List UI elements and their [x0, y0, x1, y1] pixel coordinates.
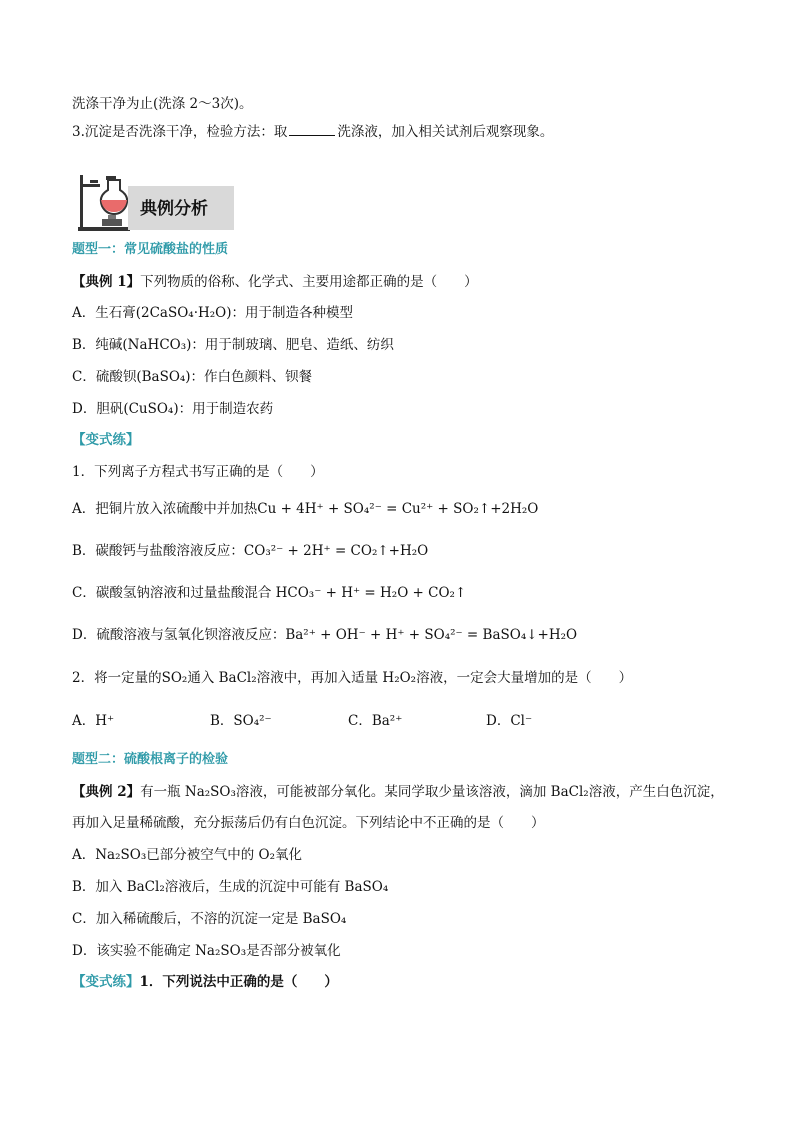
intro-line-2 — [72, 121, 553, 142]
q1-option-a: A．把铜片放入浓硫酸中并加热Cu + 4H⁺ + SO₄²⁻ = Cu²⁺ + SO₂↑+2H₂O — [72, 501, 539, 517]
example1 — [72, 272, 478, 292]
q2-option-a: A．H⁺ — [72, 713, 115, 729]
example1-tag: 【典例 1】 — [72, 274, 141, 290]
example1-option-a: A．生石膏(2CaSO₄·H₂O)：用于制造各种模型 — [72, 305, 354, 321]
variant-tag-1: 【变式练】 — [72, 432, 140, 448]
example2-stem-1: 有一瓶 Na₂SO₃溶液，可能被部分氧化。某同学取少量该溶液，滴加 BaCl₂溶液，产生白色沉淀， — [140, 784, 724, 800]
section-header — [76, 172, 236, 232]
lab-apparatus-icon — [76, 172, 132, 232]
answer-blank[interactable] — [289, 121, 335, 136]
example2-tag: 【典例 2】 — [72, 784, 141, 800]
type1-heading: 题型一：常见硫酸盐的性质 — [72, 242, 229, 257]
q2-option-d: D．Cl⁻ — [486, 713, 533, 729]
q2-option-c: C．Ba²⁺ — [348, 713, 403, 729]
example2-option-b: B．加入 BaCl₂溶液后，生成的沉淀中可能有 BaSO₄ — [72, 879, 389, 895]
intro-line-2-start: 3.沉淀是否洗涤干净，检验方法：取 — [72, 124, 288, 140]
q1-option-b: B．碳酸钙与盐酸溶液反应：CO₃²⁻ + 2H⁺ = CO₂↑+H₂O — [72, 543, 429, 559]
q1-stem: 1．下列离子方程式书写正确的是（ ） — [72, 464, 324, 480]
example1-stem: 下列物质的俗称、化学式、主要用途都正确的是（ ） — [140, 274, 478, 290]
intro-line-1: 洗涤干净为止(洗涤 2～3次)。 — [72, 96, 253, 112]
variant-tag-2: 【变式练】 — [72, 974, 140, 990]
section-title: 典例分析 — [140, 199, 208, 219]
example2-line-1 — [72, 782, 724, 802]
example2-option-c: C．加入稀硫酸后，不溶的沉淀一定是 BaSO₄ — [72, 911, 347, 927]
type2-heading: 题型二：硫酸根离子的检验 — [72, 752, 229, 767]
intro-line-2-end: 洗涤液，加入相关试剂后观察现象。 — [337, 124, 554, 140]
q2-stem: 2．将一定量的SO₂通入 BaCl₂溶液中，再加入适量 H₂O₂溶液，一定会大量增加的是（ ） — [72, 670, 633, 686]
variant2 — [72, 972, 338, 992]
example2-line-2: 再加入足量稀硫酸，充分振荡后仍有白色沉淀。下列结论中不正确的是（ ） — [72, 815, 545, 831]
example2-option-a: A．Na₂SO₃已部分被空气中的 O₂氧化 — [72, 847, 303, 863]
example1-option-d: D．胆矾(CuSO₄)：用于制造农药 — [72, 401, 274, 417]
example1-option-b: B．纯碱(NaHCO₃)：用于制玻璃、肥皂、造纸、纺织 — [72, 337, 394, 353]
example2-option-d: D．该实验不能确定 Na₂SO₃是否部分被氧化 — [72, 943, 341, 959]
variant2-stem: 1．下列说法中正确的是（ ） — [139, 974, 338, 990]
q1-option-d: D．硫酸溶液与氢氧化钡溶液反应：Ba²⁺ + OH⁻ + H⁺ + SO₄²⁻ = BaSO₄↓+H₂O — [72, 627, 578, 643]
q2-option-b: B．SO₄²⁻ — [210, 713, 272, 729]
example1-option-c: C．硫酸钡(BaSO₄)：作白色颜料、钡餐 — [72, 369, 313, 385]
q1-option-c: C．碳酸氢钠溶液和过量盐酸混合 HCO₃⁻ + H⁺ = H₂O + CO₂↑ — [72, 585, 467, 601]
